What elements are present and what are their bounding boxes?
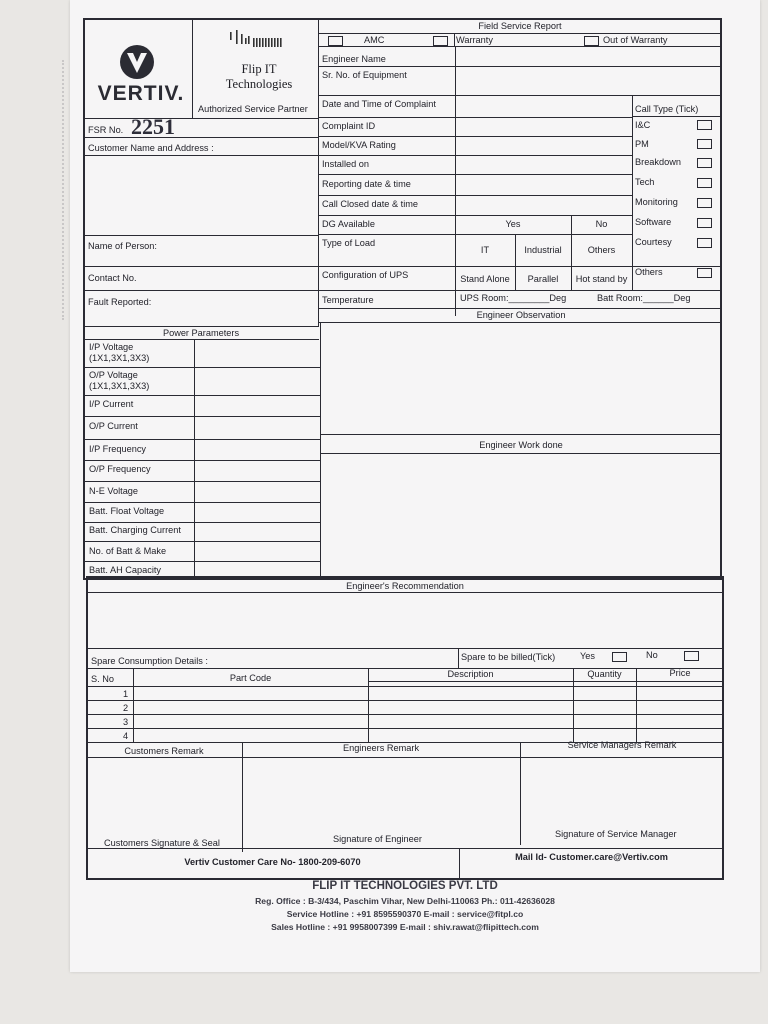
customers-remark-field[interactable]	[88, 759, 240, 833]
ups-configuration-label: Configuration of UPS	[322, 270, 409, 280]
vertiv-logo-icon	[119, 44, 155, 80]
customer-care-number: Vertiv Customer Care No- 1800-209-6070	[184, 857, 361, 867]
footer-company: FLIP IT TECHNOLOGIES PVT. LTD	[312, 880, 498, 892]
fsr-label: FSR No.	[88, 125, 124, 135]
load-others-label: Others	[587, 245, 616, 255]
equipment-serial-label: Sr. No. of Equipment	[322, 70, 407, 80]
call-type-pm-label: PM	[635, 139, 649, 149]
partner-name: Flip IT Technologies	[225, 62, 293, 91]
customer-care-mail: Mail Id- Customer.care@Vertiv.com	[515, 852, 668, 862]
power-parameters-title: Power Parameters	[162, 328, 240, 338]
contact-no-label: Contact No.	[88, 273, 137, 283]
param-no-of-batt-label: No. of Batt & Make	[89, 546, 167, 556]
model-kva-label: Model/KVA Rating	[322, 140, 396, 150]
load-industrial-label: Industrial	[524, 245, 562, 255]
form-title: Field Service Report	[478, 21, 562, 31]
footer-service-hotline: Service Hotline : +91 8595590370 E-mail : service@fitpl.co	[286, 909, 524, 919]
engineer-name-field[interactable]	[456, 47, 721, 66]
param-op-voltage-label: O/P Voltage (1X1,3X1,3X3)	[89, 370, 150, 391]
customers-remark-title: Customers Remark	[124, 746, 204, 756]
engineers-remark-field[interactable]	[244, 759, 518, 829]
complaint-datetime-label: Date and Time of Complaint	[322, 99, 436, 109]
spare-consumption-title: Spare Consumption Details :	[91, 656, 208, 666]
type-of-load-label: Type of Load	[322, 238, 376, 248]
call-type-others-checkbox[interactable]	[697, 268, 712, 278]
spare-billed-no-label: No	[646, 650, 658, 660]
dg-available-label: DG Available	[322, 219, 375, 229]
manager-signature-label: Signature of Service Manager	[555, 829, 677, 839]
temperature-label: Temperature	[322, 295, 374, 305]
call-type-tech-label: Tech	[635, 177, 655, 187]
call-type-breakdown-checkbox[interactable]	[697, 158, 712, 168]
customer-name-address-label: Customer Name and Address :	[88, 143, 214, 153]
spare-row-1: 1	[123, 689, 129, 699]
engineers-remark-title: Engineers Remark	[342, 743, 420, 753]
footer-sales-hotline: Sales Hotline : +91 9958007399 E-mail : shiv.rawat@flipittech.com	[271, 922, 539, 932]
footer-reg-office: Reg. Office : B-3/434, Paschim Vihar, New Delhi-110063 Ph.: 011-42636028	[255, 896, 555, 906]
ups-room-label: UPS Room:________Deg	[460, 293, 567, 303]
param-op-current-label: O/P Current	[89, 421, 138, 431]
param-batt-ah-label: Batt. AH Capacity	[89, 565, 162, 575]
spare-row-3: 3	[123, 717, 129, 727]
engineer-recommendation-title: Engineer's Recommendation	[346, 581, 464, 591]
engineer-recommendation-field[interactable]	[88, 594, 722, 646]
engineer-signature-label: Signature of Engineer	[333, 834, 422, 844]
engineer-observation-title: Engineer Observation	[476, 310, 566, 320]
out-of-warranty-checkbox[interactable]	[584, 36, 599, 46]
param-ip-voltage-label: I/P Voltage (1X1,3X1,3X3)	[89, 342, 150, 363]
call-type-breakdown-label: Breakdown	[635, 157, 681, 167]
warranty-label: Warranty	[456, 35, 493, 45]
spare-row-4: 4	[123, 731, 129, 741]
call-type-monitoring-checkbox[interactable]	[697, 198, 712, 208]
ups-hotstandby-label: Hot stand by	[575, 274, 628, 284]
flip-it-barcode-icon	[226, 28, 290, 50]
dg-no-label: No	[595, 219, 608, 229]
spare-row-2: 2	[123, 703, 129, 713]
call-type-monitoring-label: Monitoring	[635, 197, 678, 207]
call-type-software-label: Software	[635, 217, 672, 227]
torn-edge	[62, 60, 78, 320]
spare-billed-no-checkbox[interactable]	[684, 651, 699, 661]
batt-room-label: Batt Room:______Deg	[597, 293, 691, 303]
name-of-person-label: Name of Person:	[88, 241, 157, 251]
call-type-tech-checkbox[interactable]	[697, 178, 712, 188]
dg-yes-label: Yes	[505, 219, 521, 229]
col-description: Description	[447, 669, 494, 679]
col-quantity: Quantity	[587, 669, 622, 679]
param-batt-float-label: Batt. Float Voltage	[89, 506, 165, 516]
param-op-frequency-label: O/P Frequency	[89, 464, 151, 474]
param-ip-frequency-label: I/P Frequency	[89, 444, 147, 454]
call-type-title: Call Type (Tick)	[635, 104, 699, 114]
param-ip-current-label: I/P Current	[89, 399, 134, 409]
spare-billed-yes-label: Yes	[580, 651, 595, 661]
call-type-software-checkbox[interactable]	[697, 218, 712, 228]
ups-parallel-label: Parallel	[527, 274, 559, 284]
complaint-id-field[interactable]	[456, 118, 631, 136]
col-price: Price	[669, 668, 691, 678]
param-ne-voltage-label: N-E Voltage	[89, 486, 139, 496]
warranty-checkbox[interactable]	[433, 36, 448, 46]
load-it-label: IT	[480, 245, 490, 255]
service-managers-remark-field[interactable]	[522, 759, 722, 825]
reporting-datetime-label: Reporting date & time	[322, 179, 411, 189]
param-batt-charging-label: Batt. Charging Current	[89, 525, 181, 535]
fsr-number: 2251	[131, 114, 175, 139]
col-part-code: Part Code	[229, 673, 272, 683]
customer-name-address-field[interactable]	[85, 156, 317, 234]
out-of-warranty-label: Out of Warranty	[603, 35, 668, 45]
call-type-courtesy-label: Courtesy	[635, 237, 672, 247]
ups-standalone-label: Stand Alone	[460, 274, 510, 284]
call-type-ic-label: I&C	[635, 120, 651, 130]
customers-signature-label: Customers Signature & Seal	[104, 838, 220, 848]
complaint-id-label: Complaint ID	[322, 121, 376, 131]
spare-billed-label: Spare to be billed(Tick)	[461, 652, 556, 662]
engineer-work-done-field[interactable]	[322, 455, 720, 575]
service-managers-remark-title: Service Managers Remark	[567, 740, 677, 750]
call-type-pm-checkbox[interactable]	[697, 139, 712, 149]
fault-reported-label: Fault Reported:	[88, 297, 152, 307]
spare-billed-yes-checkbox[interactable]	[612, 652, 627, 662]
engineer-name-label: Engineer Name	[322, 54, 386, 64]
vertiv-logo-text: VERTIV.	[97, 82, 185, 105]
amc-label: AMC	[364, 35, 385, 45]
call-type-ic-checkbox[interactable]	[697, 120, 712, 130]
engineer-observation-field[interactable]	[322, 324, 720, 432]
engineer-work-done-title: Engineer Work done	[479, 440, 563, 450]
partner-caption: Authorized Service Partner	[198, 104, 308, 114]
col-sno: S. No	[91, 674, 114, 684]
call-closed-label: Call Closed date & time	[322, 199, 419, 209]
amc-checkbox[interactable]	[328, 36, 343, 46]
call-type-others-label: Others	[635, 267, 663, 277]
call-type-courtesy-checkbox[interactable]	[697, 238, 712, 248]
installed-on-label: Installed on	[322, 159, 369, 169]
